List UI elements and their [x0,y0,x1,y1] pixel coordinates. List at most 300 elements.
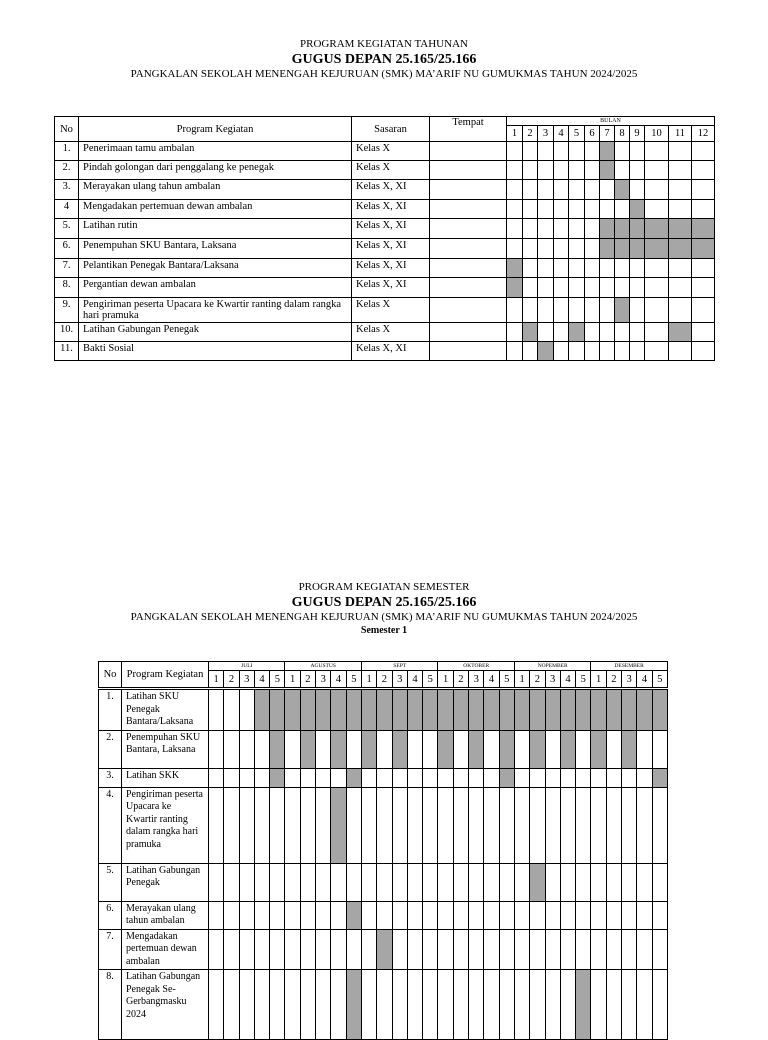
annual-subtitle: PANGKALAN SEKOLAH MENENGAH KEJURUAN (SMK) MA’ARIF NU GUMUKMAS TAHUN 2024/2025 [130,68,638,80]
table-row [55,180,715,200]
schedule-cell [499,787,514,863]
schedule-cell [545,730,560,768]
schedule-cell [438,929,453,970]
col-bulan-header: BULAN [507,117,715,126]
schedule-cell-filled [331,787,346,863]
sasaran-cell: Kelas X, XI [352,259,430,278]
schedule-cell [407,863,422,901]
schedule-cell-filled [300,730,315,768]
schedule-cell-filled [600,161,615,180]
schedule-cell [692,161,715,180]
schedule-cell-filled [637,689,652,731]
schedule-cell-filled [576,689,591,731]
schedule-cell [630,342,645,361]
schedule-cell [600,298,615,323]
schedule-cell [484,787,499,863]
annual-program-table [54,116,715,361]
schedule-cell [254,730,269,768]
schedule-cell [514,970,529,1040]
schedule-cell [507,161,523,180]
schedule-cell [622,929,637,970]
week-header: 2 [530,671,545,689]
schedule-cell [669,180,692,200]
schedule-cell [576,929,591,970]
schedule-cell [484,730,499,768]
table-row [99,863,668,901]
schedule-cell [591,768,606,787]
schedule-cell [637,863,652,901]
schedule-cell [300,863,315,901]
week-header: 3 [239,671,254,689]
schedule-cell [316,863,331,901]
program-cell: Latihan SKU Penegak Bantara/Laksana [122,689,209,731]
schedule-cell [692,323,715,342]
schedule-cell [453,768,468,787]
tempat-cell [430,239,507,259]
schedule-cell-filled [285,689,300,731]
schedule-cell [645,142,669,161]
program-cell: Latihan SKK [122,768,209,787]
schedule-cell [224,901,239,929]
table-row [55,200,715,219]
schedule-cell [637,929,652,970]
semester-title: PROGRAM KEGIATAN SEMESTER [298,581,470,593]
schedule-cell [239,863,254,901]
schedule-cell [423,929,438,970]
schedule-cell-filled [507,259,523,278]
schedule-cell-filled [392,689,407,731]
schedule-cell [585,161,600,180]
schedule-cell [224,787,239,863]
schedule-cell [630,180,645,200]
schedule-cell [645,342,669,361]
schedule-cell [469,929,484,970]
schedule-cell [523,239,538,259]
row-number: 5. [55,219,79,239]
week-header: 5 [270,671,285,689]
schedule-cell [569,180,585,200]
schedule-cell-filled [530,863,545,901]
schedule-cell [514,863,529,901]
schedule-cell [585,180,600,200]
schedule-cell-filled [645,219,669,239]
schedule-cell [645,259,669,278]
row-number: 7. [99,929,122,970]
schedule-cell-filled [669,323,692,342]
sasaran-cell: Kelas X [352,161,430,180]
schedule-cell [606,730,621,768]
schedule-cell [254,901,269,929]
program-cell: Merayakan ulang tahun ambalan [122,901,209,929]
schedule-cell-filled [438,730,453,768]
program-cell: Pengiriman peserta Upacara ke Kwartir ranting dalam rangka hari pramuka [122,787,209,863]
schedule-cell [224,730,239,768]
schedule-cell [331,863,346,901]
schedule-cell [630,161,645,180]
schedule-cell [652,787,667,863]
schedule-cell [392,901,407,929]
program-cell: Mengadakan pertemuan dewan ambalan [79,200,352,219]
schedule-cell [453,901,468,929]
week-header: 5 [346,671,361,689]
week-header: 1 [361,671,376,689]
schedule-cell [538,200,554,219]
schedule-cell [209,970,224,1040]
schedule-cell [523,342,538,361]
schedule-cell [254,768,269,787]
row-number: 1. [99,689,122,731]
schedule-cell [637,768,652,787]
schedule-cell [316,901,331,929]
schedule-cell [484,970,499,1040]
schedule-cell [438,901,453,929]
schedule-cell [600,342,615,361]
schedule-cell-filled [692,219,715,239]
week-header: 2 [453,671,468,689]
month-header-sept: SEPT [361,662,437,671]
schedule-cell-filled [361,730,376,768]
schedule-cell [224,768,239,787]
schedule-cell [545,970,560,1040]
semester-subtitle: PANGKALAN SEKOLAH MENENGAH KEJURUAN (SMK) MA’ARIF NU GUMUKMAS TAHUN 2024/2025 [130,611,638,623]
schedule-cell [523,278,538,298]
week-header: 5 [499,671,514,689]
schedule-cell-filled [453,689,468,731]
table-row [99,768,668,787]
month-header-nopember: NOPEMBER [514,662,590,671]
row-number: 2. [99,730,122,768]
schedule-cell [392,863,407,901]
schedule-cell [569,342,585,361]
schedule-cell [554,219,569,239]
schedule-cell [538,278,554,298]
program-cell: Mengadakan pertemuan dewan ambalan [122,929,209,970]
schedule-cell [224,689,239,731]
schedule-cell-filled [615,219,630,239]
week-header: 5 [423,671,438,689]
schedule-cell [645,200,669,219]
schedule-cell-filled [622,689,637,731]
table-row [99,970,668,1040]
row-number: 6. [99,901,122,929]
schedule-cell [507,298,523,323]
month-header-desember: DESEMBER [591,662,667,671]
schedule-cell-filled [560,689,575,731]
table-row [55,219,715,239]
schedule-cell [224,929,239,970]
schedule-cell [484,929,499,970]
table-row [55,142,715,161]
schedule-cell [600,323,615,342]
schedule-cell-filled [569,323,585,342]
schedule-cell-filled [392,730,407,768]
week-header: 4 [407,671,422,689]
week-header: 1 [285,671,300,689]
schedule-cell [569,278,585,298]
schedule-cell [606,929,621,970]
schedule-cell [692,298,715,323]
schedule-cell [270,901,285,929]
schedule-cell [692,200,715,219]
schedule-cell-filled [600,219,615,239]
schedule-cell [507,180,523,200]
schedule-cell [538,219,554,239]
schedule-cell [453,730,468,768]
schedule-cell [615,323,630,342]
schedule-cell [316,768,331,787]
semester-org-title: GUGUS DEPAN 25.165/25.166 [291,595,477,610]
schedule-cell-filled [591,730,606,768]
schedule-cell [606,863,621,901]
schedule-cell [423,730,438,768]
schedule-cell [316,730,331,768]
schedule-cell [407,730,422,768]
schedule-cell [692,142,715,161]
schedule-cell [523,259,538,278]
schedule-cell [209,768,224,787]
schedule-cell [569,219,585,239]
table-row [55,323,715,342]
schedule-cell [377,787,392,863]
schedule-cell-filled [469,730,484,768]
schedule-cell [377,730,392,768]
schedule-cell [569,200,585,219]
annual-org-title: GUGUS DEPAN 25.165/25.166 [291,52,477,67]
schedule-cell [622,768,637,787]
sasaran-cell: Kelas X, XI [352,342,430,361]
schedule-cell [591,929,606,970]
col-sasaran-header: Sasaran [352,117,430,142]
schedule-cell [576,768,591,787]
schedule-cell [254,863,269,901]
schedule-cell [545,787,560,863]
schedule-cell [554,180,569,200]
schedule-cell [331,970,346,1040]
schedule-cell [585,219,600,239]
week-header: 1 [209,671,224,689]
schedule-cell [606,901,621,929]
schedule-cell [523,142,538,161]
schedule-cell [554,239,569,259]
week-header: 3 [545,671,560,689]
schedule-cell [270,970,285,1040]
schedule-cell [538,142,554,161]
week-header: 5 [652,671,667,689]
schedule-cell [645,278,669,298]
schedule-cell [530,787,545,863]
schedule-cell [615,142,630,161]
schedule-cell-filled [606,689,621,731]
table-row [55,161,715,180]
schedule-cell [209,730,224,768]
schedule-cell [530,970,545,1040]
schedule-cell [585,278,600,298]
schedule-cell-filled [254,689,269,731]
schedule-cell [423,901,438,929]
sasaran-cell: Kelas X [352,142,430,161]
schedule-cell [270,787,285,863]
schedule-cell [507,342,523,361]
schedule-cell-filled [630,239,645,259]
table-row [99,730,668,768]
schedule-cell-filled [346,901,361,929]
schedule-cell [361,929,376,970]
schedule-cell [637,787,652,863]
schedule-cell [316,787,331,863]
schedule-cell [591,970,606,1040]
schedule-cell [560,787,575,863]
schedule-cell [615,161,630,180]
month-header-12: 12 [692,126,715,142]
schedule-cell [316,970,331,1040]
row-number: 4. [99,787,122,863]
schedule-cell [423,768,438,787]
month-header-2: 2 [523,126,538,142]
schedule-cell [615,342,630,361]
schedule-cell-filled [300,689,315,731]
schedule-cell [346,929,361,970]
schedule-cell-filled [423,689,438,731]
schedule-cell-filled [361,689,376,731]
month-header-oktober: OKTOBER [438,662,514,671]
schedule-cell [669,259,692,278]
schedule-cell [270,929,285,970]
schedule-cell [637,730,652,768]
week-header: 3 [622,671,637,689]
tempat-cell [430,161,507,180]
row-number: 8. [99,970,122,1040]
schedule-cell [669,161,692,180]
schedule-cell-filled [530,689,545,731]
col-program-header: Program Kegiatan [79,117,352,142]
sasaran-cell: Kelas X, XI [352,180,430,200]
schedule-cell [377,768,392,787]
schedule-cell [423,863,438,901]
schedule-cell [569,298,585,323]
schedule-cell-filled [600,142,615,161]
schedule-cell [438,970,453,1040]
program-cell: Bakti Sosial [79,342,352,361]
schedule-cell-filled [484,689,499,731]
month-header-7: 7 [600,126,615,142]
col-no-header: No [55,117,79,142]
schedule-cell [377,901,392,929]
col-no-header: No [99,662,122,689]
schedule-cell [692,180,715,200]
schedule-cell [530,768,545,787]
schedule-cell [645,180,669,200]
schedule-cell [538,180,554,200]
schedule-cell [285,970,300,1040]
month-header-juli: JULI [209,662,285,671]
schedule-cell [300,901,315,929]
sasaran-cell: Kelas X [352,323,430,342]
row-number: 3. [99,768,122,787]
week-header: 4 [331,671,346,689]
month-header-4: 4 [554,126,569,142]
program-cell: Penempuhan SKU Bantara, Laksana [122,730,209,768]
schedule-cell [560,863,575,901]
month-header-10: 10 [645,126,669,142]
schedule-cell [669,342,692,361]
schedule-cell [507,142,523,161]
schedule-cell-filled [523,323,538,342]
schedule-cell [669,278,692,298]
schedule-cell [692,342,715,361]
month-header-3: 3 [538,126,554,142]
schedule-cell [530,929,545,970]
table-row [55,259,715,278]
schedule-cell [469,970,484,1040]
month-header-5: 5 [569,126,585,142]
schedule-cell-filled [499,730,514,768]
program-cell: Pindah golongan dari penggalang ke penegak [79,161,352,180]
schedule-cell [423,970,438,1040]
schedule-cell-filled [615,298,630,323]
schedule-cell [692,259,715,278]
week-header: 3 [316,671,331,689]
schedule-cell [300,787,315,863]
schedule-cell [453,787,468,863]
schedule-cell [576,787,591,863]
row-number: 7. [55,259,79,278]
schedule-cell [538,298,554,323]
schedule-cell [523,200,538,219]
schedule-cell [630,142,645,161]
schedule-cell [585,342,600,361]
schedule-cell [285,768,300,787]
schedule-cell [239,768,254,787]
schedule-cell [254,929,269,970]
schedule-cell-filled [499,768,514,787]
schedule-cell-filled [615,239,630,259]
week-header: 4 [637,671,652,689]
schedule-cell [554,342,569,361]
program-cell: Pengiriman peserta Upacara ke Kwartir ranting dalam rangka hari pramuka [79,298,352,323]
program-cell: Latihan Gabungan Penegak [122,863,209,901]
table-row [55,278,715,298]
schedule-cell-filled [692,239,715,259]
schedule-cell [622,970,637,1040]
schedule-cell [346,787,361,863]
schedule-cell [453,970,468,1040]
schedule-cell [239,970,254,1040]
schedule-cell [361,970,376,1040]
schedule-cell-filled [615,180,630,200]
schedule-cell [530,901,545,929]
sasaran-cell: Kelas X, XI [352,239,430,259]
tempat-cell [430,180,507,200]
schedule-cell [600,259,615,278]
schedule-cell [507,219,523,239]
schedule-cell [392,929,407,970]
tempat-cell [430,298,507,323]
schedule-cell-filled [499,689,514,731]
schedule-cell-filled [652,768,667,787]
schedule-cell [499,901,514,929]
schedule-cell [585,259,600,278]
schedule-cell [606,787,621,863]
schedule-cell [469,787,484,863]
schedule-cell [692,278,715,298]
week-header: 2 [606,671,621,689]
schedule-cell [652,730,667,768]
schedule-cell [569,239,585,259]
schedule-cell-filled [630,200,645,219]
program-cell: Penempuhan SKU Bantara, Laksana [79,239,352,259]
schedule-cell [484,863,499,901]
schedule-cell [569,259,585,278]
